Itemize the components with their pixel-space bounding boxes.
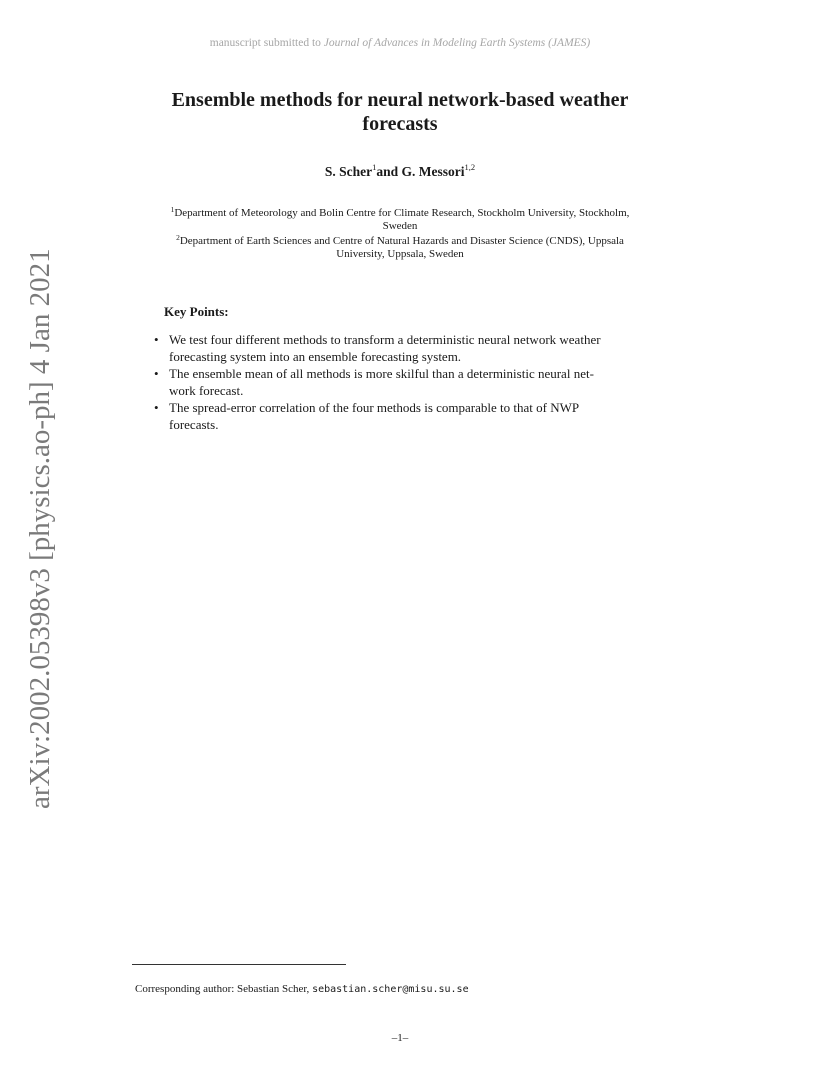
author-1: S. Scher bbox=[324, 164, 373, 179]
title-line-2: forecasts bbox=[362, 113, 438, 135]
key-point-1-line-1: We test four different methods to transform a deterministic neural network weather bbox=[169, 332, 601, 347]
affiliation-2-line-2: University, Uppsala, Sweden bbox=[336, 248, 464, 260]
key-point-2-line-2: work forecast. bbox=[169, 383, 244, 398]
title-line-1: Ensemble methods for neural network-based weather bbox=[171, 89, 629, 111]
arxiv-side-stamp: arXiv:2002.05398v3 [physics.ao-ph] 4 Jan 2021 bbox=[24, 248, 56, 809]
paper-title bbox=[100, 88, 700, 136]
key-point-1-line-2: forecasting system into an ensemble forecasting system. bbox=[169, 349, 462, 364]
key-point-item bbox=[154, 399, 674, 433]
affiliation-2 bbox=[138, 231, 662, 261]
author-list bbox=[100, 162, 700, 180]
key-point-3-line-1: The spread-error correlation of the four methods is comparable to that of NWP bbox=[169, 400, 580, 415]
footnote-divider bbox=[132, 964, 346, 965]
affiliation-1-mark: 1 bbox=[170, 205, 175, 214]
page-number: –1– bbox=[391, 1032, 409, 1044]
footnote-label: Corresponding author: Sebastian Scher, bbox=[135, 983, 313, 995]
affiliation-2-line-1: Department of Earth Sciences and Centre of Natural Hazards and Disaster Science (CNDS), Uppsala bbox=[179, 235, 624, 247]
journal-name: Journal of Advances in Modeling Earth Systems (JAMES) bbox=[323, 37, 591, 49]
corresponding-author-footnote bbox=[135, 983, 469, 995]
affiliation-2-mark: 2 bbox=[176, 233, 180, 242]
bullet-icon: • bbox=[154, 332, 159, 347]
key-point-item bbox=[154, 365, 674, 399]
author-2-affil-mark: 1,2 bbox=[464, 162, 476, 172]
bullet-icon: • bbox=[154, 366, 159, 381]
key-point-2-line-1: The ensemble mean of all methods is more skilful than a deterministic neural net- bbox=[169, 366, 594, 381]
bullet-icon: • bbox=[154, 400, 159, 415]
key-points-heading: Key Points: bbox=[164, 304, 229, 319]
author-email: sebastian.scher@misu.su.se bbox=[312, 984, 469, 995]
running-header bbox=[0, 37, 800, 49]
affiliation-1-line-1: Department of Meteorology and Bolin Centre for Climate Research, Stockholm University, Stockholm, bbox=[174, 207, 630, 219]
author-1-affil-mark: 1 bbox=[372, 162, 377, 172]
key-points-list bbox=[154, 331, 674, 433]
key-point-item bbox=[154, 331, 674, 365]
author-2: and G. Messori bbox=[376, 164, 465, 179]
affiliation-1 bbox=[138, 203, 662, 233]
key-point-3-line-2: forecasts. bbox=[169, 417, 219, 432]
affiliation-1-line-2: Sweden bbox=[382, 220, 418, 232]
header-prefix: manuscript submitted to bbox=[209, 37, 324, 49]
